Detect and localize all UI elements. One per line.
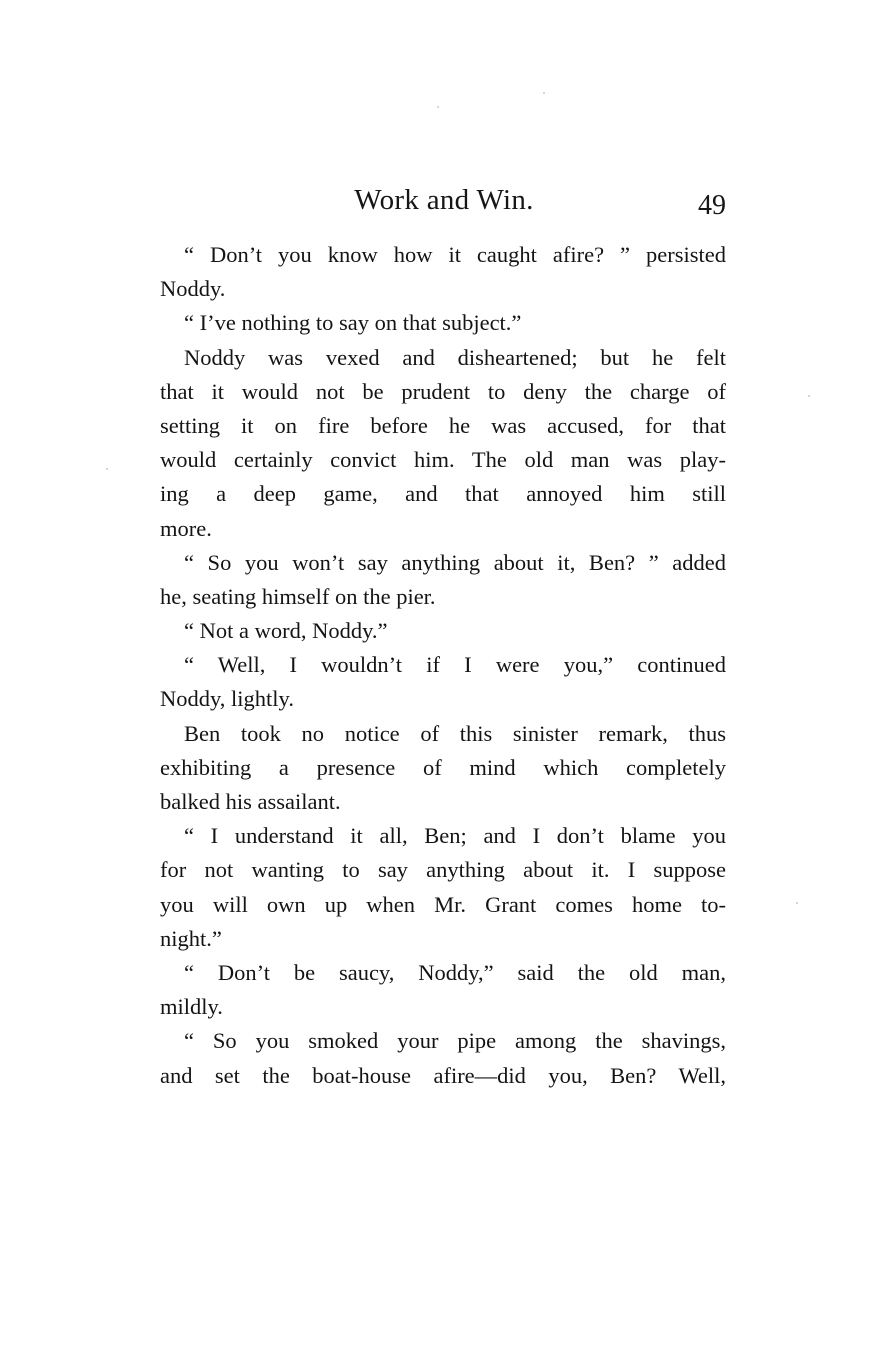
body-text bbox=[160, 238, 726, 1093]
text-line: setting it on fire before he was accused, for that bbox=[160, 412, 726, 438]
text-line: “ Don’t be saucy, Noddy,” said the old man, bbox=[184, 959, 726, 985]
text-line: Noddy, lightly. bbox=[160, 686, 294, 712]
text-line: “ Don’t you know how it caught afire? ” persisted bbox=[184, 242, 726, 267]
text-line: mildly. bbox=[160, 994, 223, 1020]
text-line: Noddy was vexed and disheartened; but he felt bbox=[184, 344, 726, 370]
text-line: “ I understand it all, Ben; and I don’t blame you bbox=[184, 823, 726, 849]
text-line: Noddy. bbox=[160, 276, 226, 302]
text-line: and set the boat-house afire—did you, Ben? Well, bbox=[160, 1062, 726, 1088]
text-line: for not wanting to say anything about it. I suppose bbox=[160, 857, 726, 883]
text-line: ing a deep game, and that annoyed him still bbox=[160, 481, 726, 507]
text-line: night.” bbox=[160, 925, 222, 951]
text-line: you will own up when Mr. Grant comes home to- bbox=[160, 891, 726, 917]
text-line: he, seating himself on the pier. bbox=[160, 583, 436, 609]
text-line: “ Well, I wouldn’t if I were you,” continued bbox=[184, 652, 726, 678]
text-line: would certainly convict him. The old man was play- bbox=[160, 447, 726, 473]
text-line: “ I’ve nothing to say on that subject.” bbox=[184, 310, 522, 336]
text-line: that it would not be prudent to deny the charge of bbox=[160, 378, 726, 404]
text-line: “ So you won’t say anything about it, Ben? ” added bbox=[184, 549, 726, 575]
text-line: Ben took no notice of this sinister remark, thus bbox=[184, 720, 726, 746]
page-number: 49 bbox=[698, 190, 726, 221]
text-line: “ Not a word, Noddy.” bbox=[184, 618, 388, 644]
text-line: more. bbox=[160, 515, 212, 541]
page-header bbox=[160, 184, 728, 224]
text-line: “ So you smoked your pipe among the shavings, bbox=[184, 1028, 726, 1054]
text-line: balked his assailant. bbox=[160, 789, 341, 814]
text-line: exhibiting a presence of mind which completely bbox=[160, 754, 726, 780]
running-title: Work and Win. bbox=[354, 184, 534, 216]
